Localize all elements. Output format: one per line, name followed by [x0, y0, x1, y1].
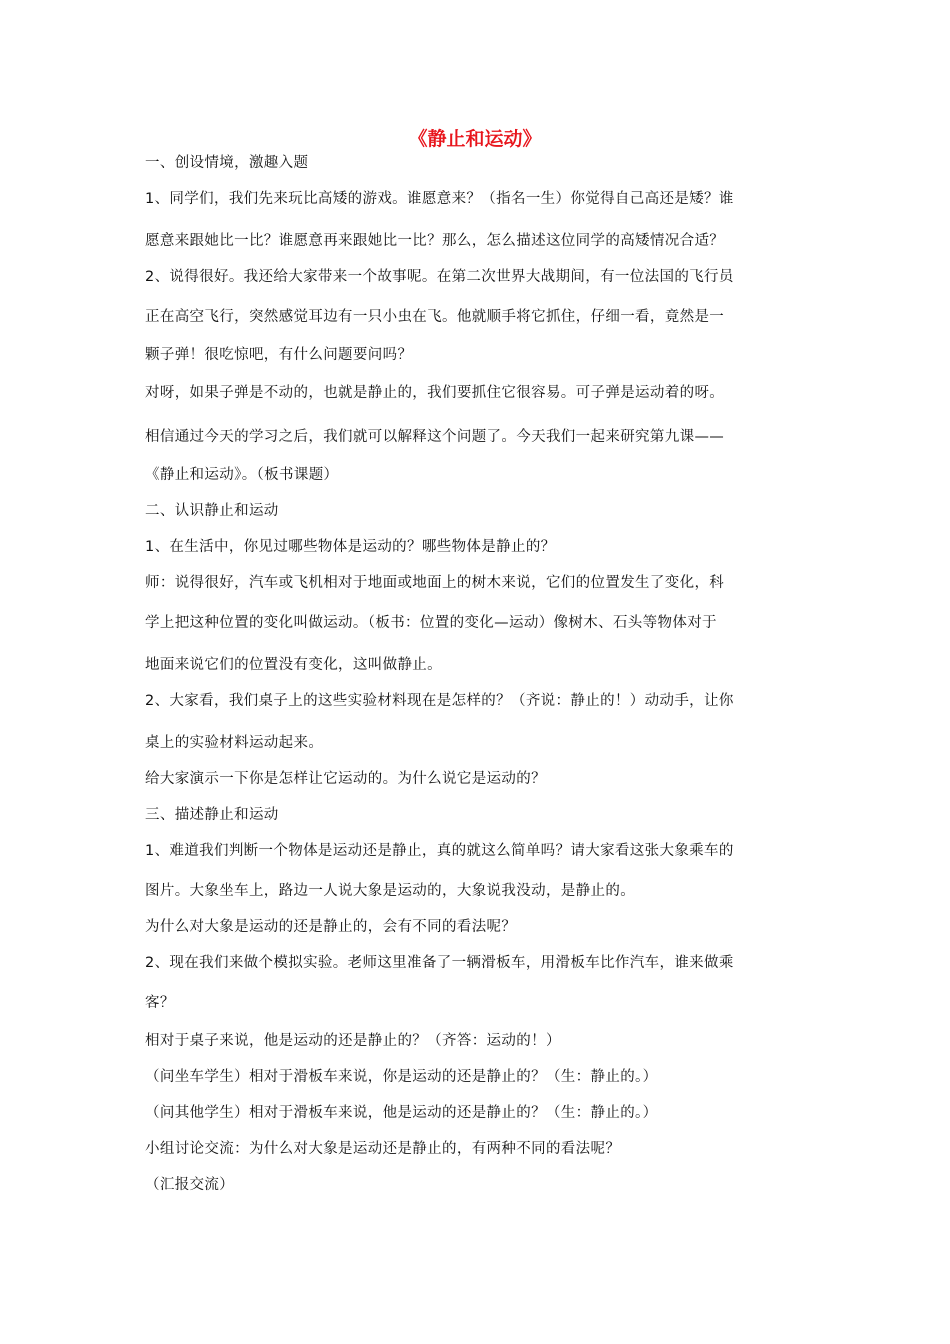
- section-heading-1: 一、创设情境，激趣入题: [145, 155, 309, 171]
- paragraph-line: 2、说得很好。我还给大家带来一个故事呢。在第二次世界大战期间，有一位法国的飞行员: [145, 269, 734, 285]
- paragraph-line: 1、在生活中，你见过哪些物体是运动的？哪些物体是静止的？: [145, 539, 556, 555]
- paragraph-line: 正在高空飞行，突然感觉耳边有一只小虫在飞。他就顺手将它抓住，仔细一看，竟然是一: [145, 309, 725, 325]
- paragraph-line: （汇报交流）: [145, 1177, 235, 1193]
- paragraph-line: 给大家演示一下你是怎样让它运动的。为什么说它是运动的？: [145, 771, 546, 787]
- paragraph-line: 愿意来跟她比一比？谁愿意再来跟她比一比？那么，怎么描述这位同学的高矮情况合适？: [145, 233, 725, 249]
- paragraph-line: （问其他学生）相对于滑板车来说，他是运动的还是静止的？（生：静止的。）: [145, 1105, 658, 1121]
- paragraph-line: 《静止和运动》。（板书课题）: [145, 467, 339, 483]
- paragraph-line: 相对于桌子来说，他是运动的还是静止的？（齐答：运动的！）: [145, 1033, 561, 1049]
- paragraph-line: 2、现在我们来做个模拟实验。老师这里准备了一辆滑板车，用滑板车比作汽车，谁来做乘: [145, 955, 734, 971]
- paragraph-line: （问坐车学生）相对于滑板车来说，你是运动的还是静止的？（生：静止的。）: [145, 1069, 658, 1085]
- paragraph-line: 对呀，如果子弹是不动的，也就是静止的，我们要抓住它很容易。可子弹是运动着的呀。: [145, 385, 725, 401]
- paragraph-line: 师：说得很好，汽车或飞机相对于地面或地面上的树木来说，它们的位置发生了变化，科: [145, 575, 725, 591]
- paragraph-line: 相信通过今天的学习之后，我们就可以解释这个问题了。今天我们一起来研究第九课——: [145, 429, 725, 445]
- paragraph-line: 2、大家看，我们桌子上的这些实验材料现在是怎样的？（齐说：静止的！）动动手，让你: [145, 693, 734, 709]
- document-title: 《静止和运动》: [408, 128, 542, 150]
- paragraph-line: 地面来说它们的位置没有变化，这叫做静止。: [145, 657, 442, 673]
- paragraph-line: 桌上的实验材料运动起来。: [145, 735, 324, 751]
- paragraph-line: 学上把这种位置的变化叫做运动。（板书：位置的变化—运动）像树木、石头等物体对于: [145, 615, 717, 631]
- paragraph-line: 图片。大象坐车上，路边一人说大象是运动的，大象说我没动，是静止的。: [145, 883, 636, 899]
- paragraph-line: 1、同学们，我们先来玩比高矮的游戏。谁愿意来？（指名一生）你觉得自己高还是矮？谁: [145, 191, 734, 207]
- section-heading-2: 二、认识静止和运动: [145, 503, 279, 519]
- paragraph-line: 客？: [145, 995, 175, 1011]
- paragraph-line: 1、难道我们判断一个物体是运动还是静止，真的就这么简单吗？请大家看这张大象乘车的: [145, 843, 734, 859]
- paragraph-line: 为什么对大象是运动的还是静止的，会有不同的看法呢？: [145, 919, 517, 935]
- paragraph-line: 颗子弹！很吃惊吧，有什么问题要问吗？: [145, 347, 413, 363]
- paragraph-line: 小组讨论交流：为什么对大象是运动还是静止的，有两种不同的看法呢？: [145, 1141, 621, 1157]
- section-heading-3: 三、描述静止和运动: [145, 807, 279, 823]
